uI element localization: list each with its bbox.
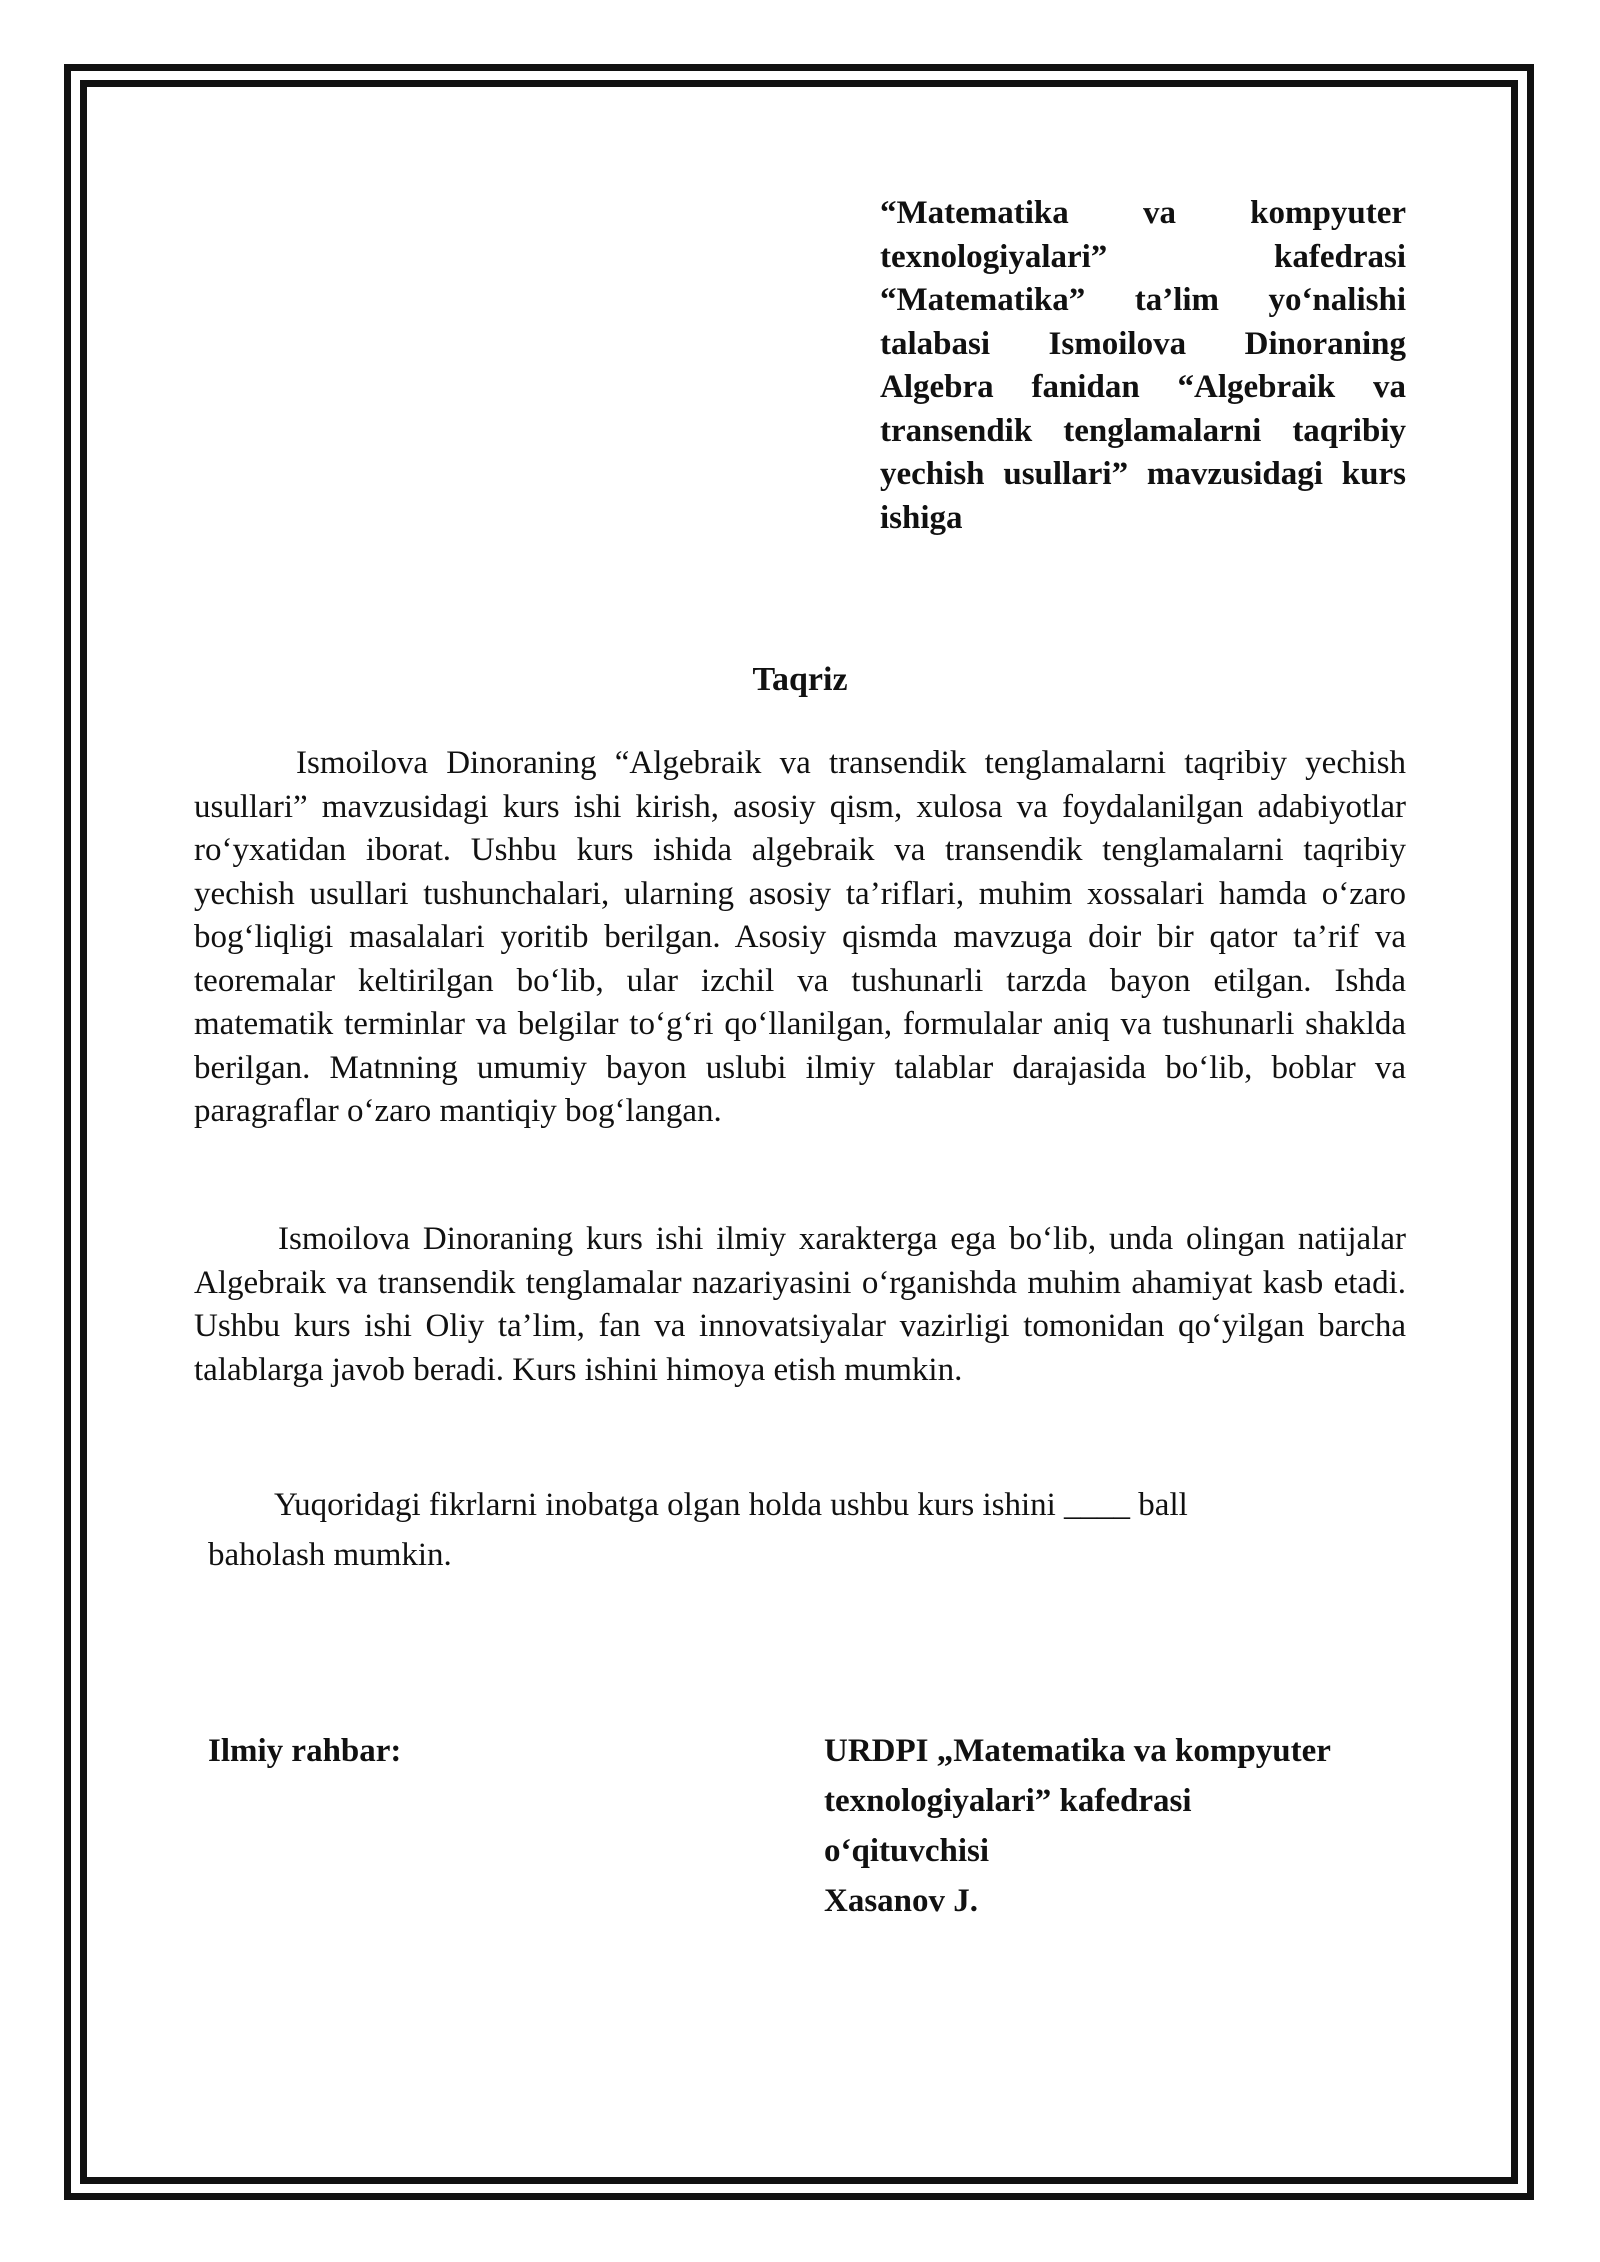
document-title: Taqriz: [752, 661, 848, 698]
supervisor-name: Xasanov J.: [824, 1883, 979, 1919]
grade-sentence-line-1: Yuqoridagi fikrlarni inobatga olgan holda ushbu kurs ishini ____ ball: [274, 1487, 1188, 1523]
review-paragraph-1: Ismoilova Dinoraning “Algebraik va transendik tenglamalarni taqribiy yechish usullari” mavzusidagi kurs ishi kirish, asosiy qism, xulosa va foydalanilgan adabiyotlar ro‘yxatidan iborat. Ushbu kurs ishida algebraik va transendik tenglamalarni taqribiy yechish usullari tushunchalari, ularning asosiy ta’riflari, muhim xossalari hamda o‘zaro bog‘liqligi masalalari yoritib berilgan. Asosiy qismda mavzuga doir bir qator ta’rif va teoremalar keltirilgan bo‘lib, ular izchil va tushunarli tarzda bayon etilgan. Ishda matematik terminlar va belgilar to‘g‘ri qo‘llanilgan, formulalar aniq va tushunarli shaklda berilgan. Matnning umumiy bayon uslubi ilmiy talablar darajasida bo‘lib, boblar va paragraflar o‘zaro mantiqiy bog‘langan.: [194, 745, 1406, 1129]
supervisor-details: [824, 1726, 1424, 1926]
supervisor-institution: URDPI „Matematika va kompyuter: [824, 1733, 1331, 1769]
header-address-block: “Matematika va kompyuter texnologiyalari” kafedrasi “Matematika” ta’lim yo‘nalishi talabasi Ismoilova Dinoraning Algebra fanidan “Algebraik va transendik tenglamalarni taqribiy yechish usullari” mavzusidagi kurs ishiga: [880, 195, 1406, 536]
review-paragraph-2: Ismoilova Dinoraning kurs ishi ilmiy xarakterga ega bo‘lib, unda olingan natijalar Algebraik va transendik tenglamalar nazariyasini o‘rganishda muhim ahamiyat kasb etadi. Ushbu kurs ishi Oliy ta’lim, fan va innovatsiyalar vazirligi tomonidan qo‘yilgan barcha talablarga javob beradi. Kurs ishini himoya etish mumkin.: [194, 1221, 1406, 1388]
supervisor-position: o‘qituvchisi: [824, 1833, 990, 1869]
grade-sentence-line-2: baholash mumkin.: [208, 1537, 452, 1573]
supervisor-department: texnologiyalari” kafedrasi: [824, 1783, 1192, 1819]
supervisor-label: Ilmiy rahbar:: [208, 1733, 402, 1769]
